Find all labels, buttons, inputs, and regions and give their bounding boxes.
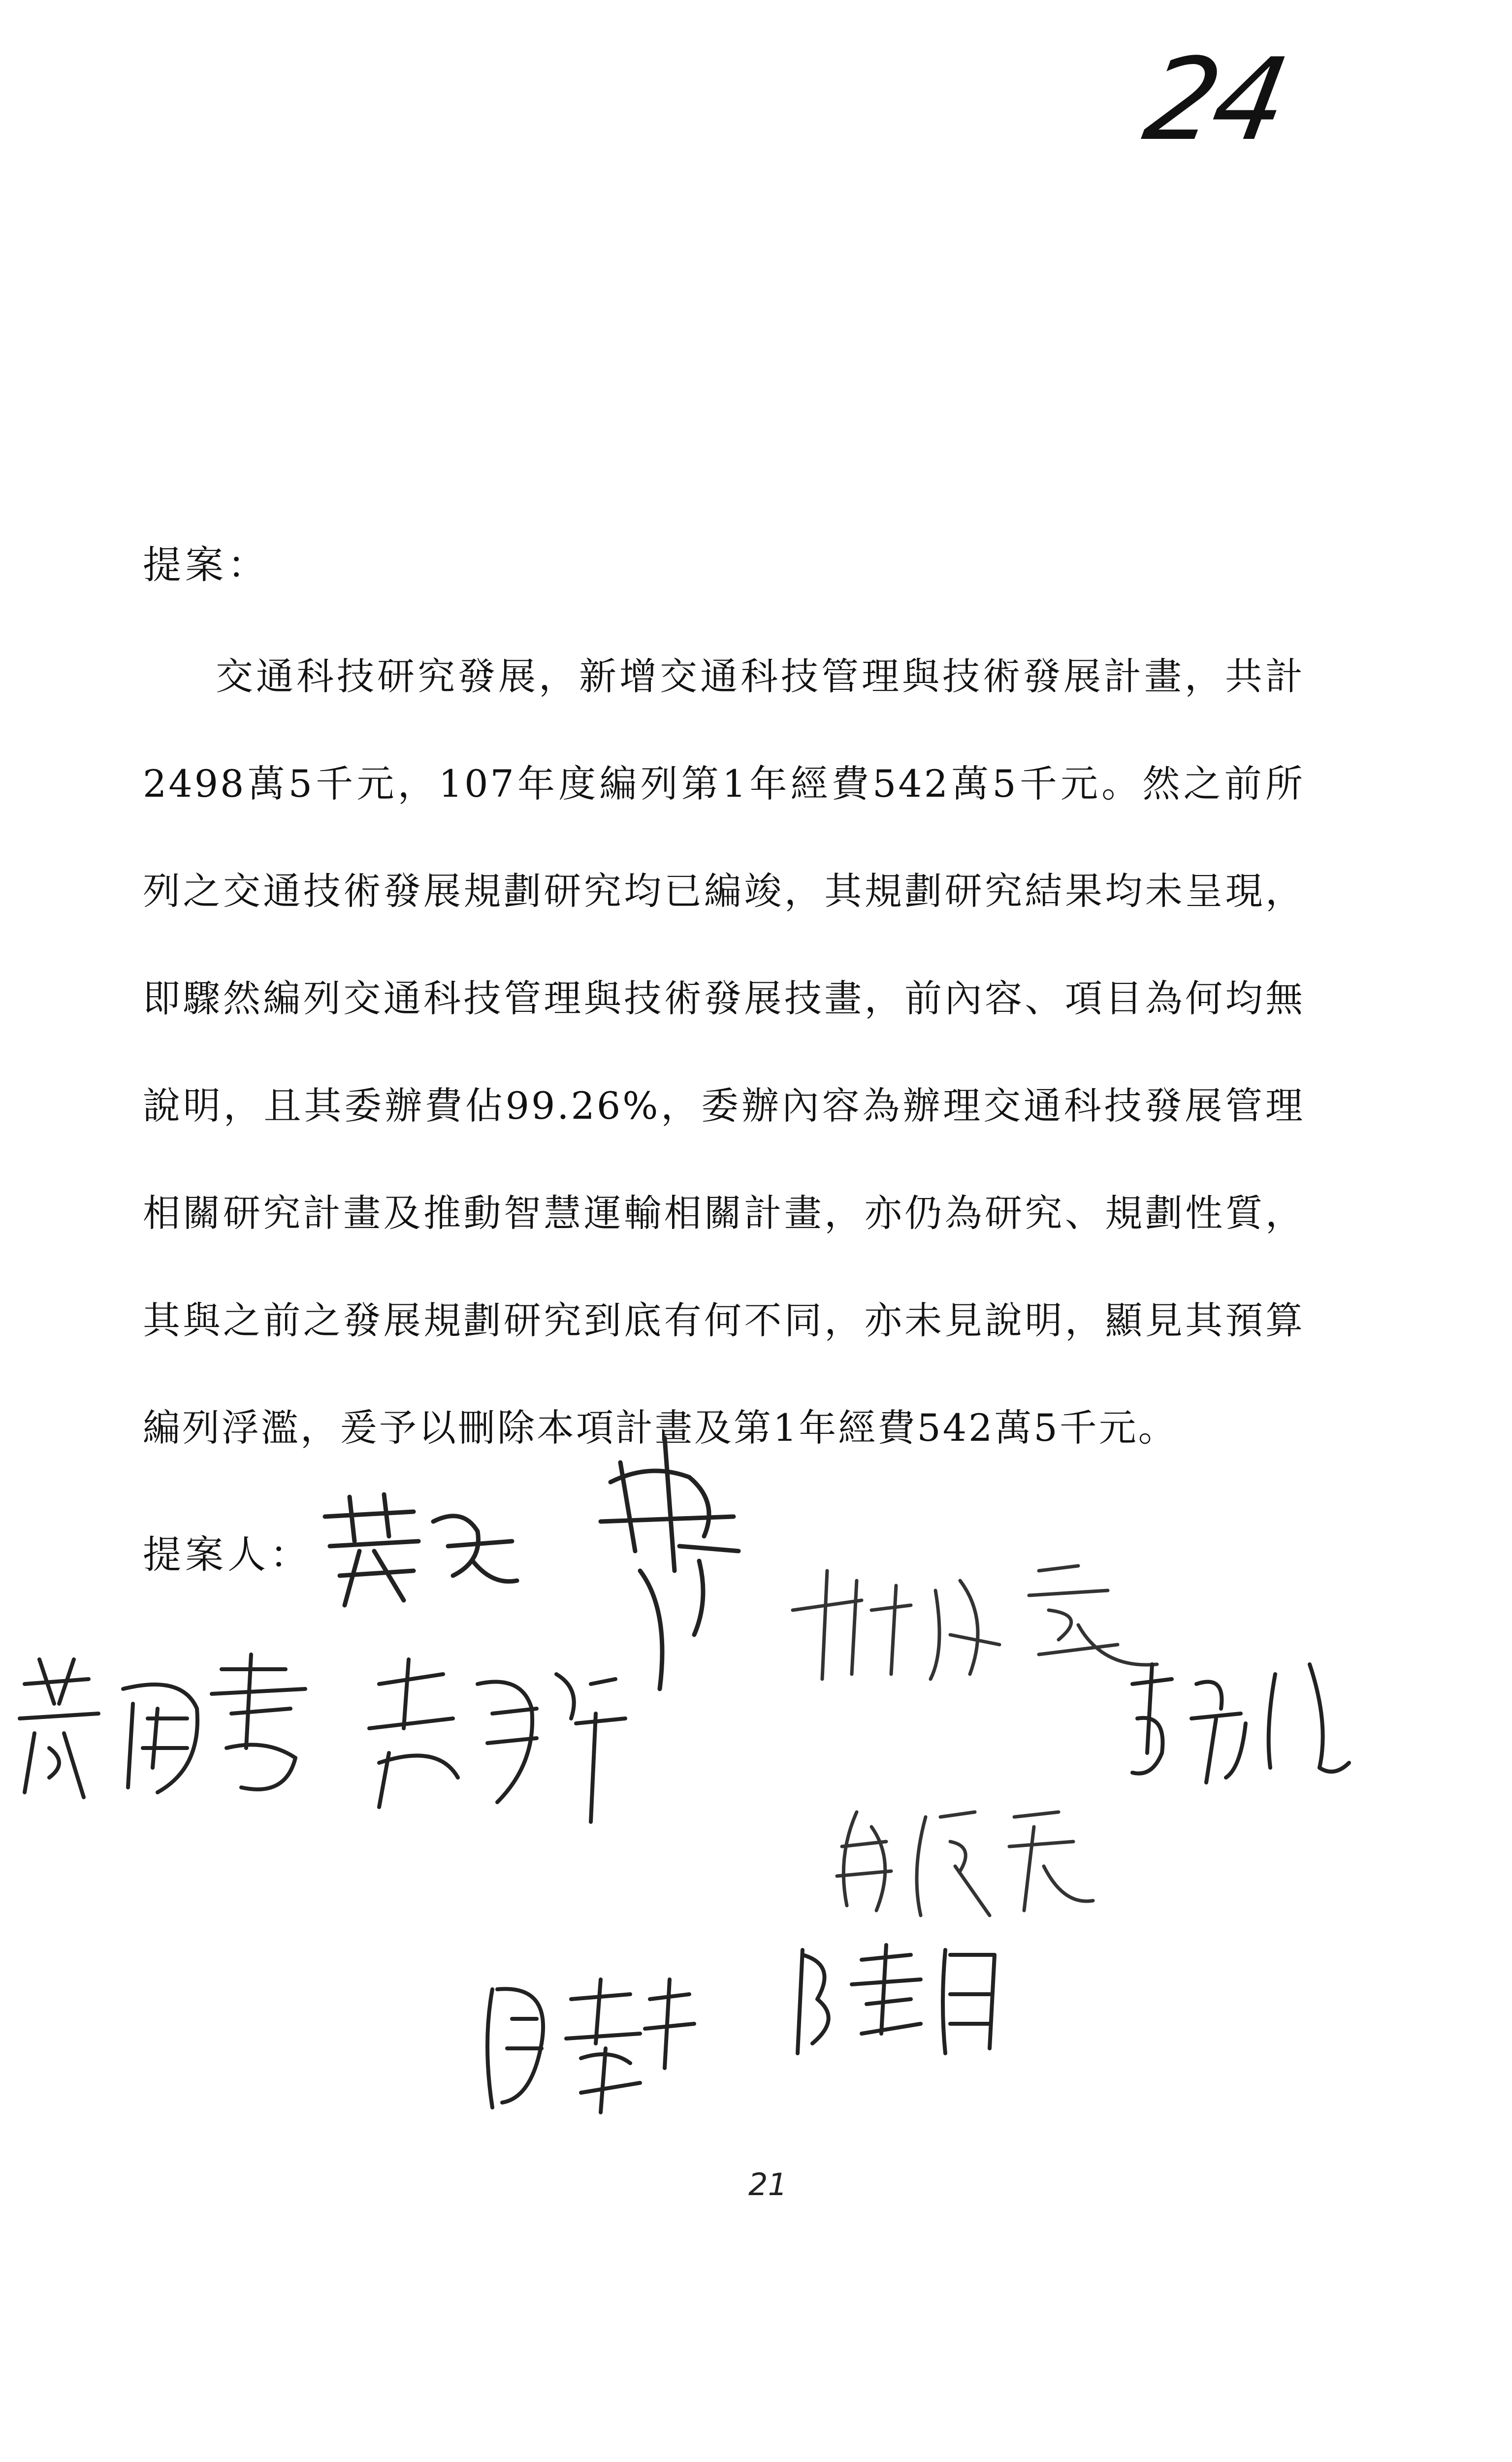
handwritten-page-number: 24 <box>1135 34 1293 166</box>
proposal-body: 交通科技研究發展，新增交通科技管理與技術發展計畫，共計2498萬5千元，107年度編列第1年經費542萬5千元。然之前所列之交通技術發展規劃研究均已編竣，其規劃研究結果均未呈現，即驟然編列交通科技管理與技術發展技畫，前內容、項目為何均無說明，且其委辦費佔99.26%，委辦內容為辦理交通科技發展管理相關研究計畫及推動智慧運輸相關計畫，亦仍為研究、規劃性質，其與之前之發展規劃研究到底有何不同，亦未見說明，顯見其預算編列浮濫，爰予以刪除本項計畫及第1年經費542萬5千元。 <box>143 654 1305 1450</box>
signature-7 <box>827 1797 1103 1928</box>
signature-block <box>0 1403 1512 2142</box>
signature-5 <box>359 1654 635 1834</box>
signature-6 <box>1123 1654 1359 1795</box>
proposers-label: 提案人： <box>143 1533 313 1577</box>
footer-page-number: 21 <box>748 2167 787 2203</box>
signature-4 <box>10 1650 325 1810</box>
signature-9 <box>788 1935 1014 2066</box>
signature-3 <box>783 1551 1177 1701</box>
signature-8 <box>473 1970 699 2120</box>
signature-1 <box>315 1487 522 1618</box>
proposal-heading: 提案： <box>143 543 270 587</box>
